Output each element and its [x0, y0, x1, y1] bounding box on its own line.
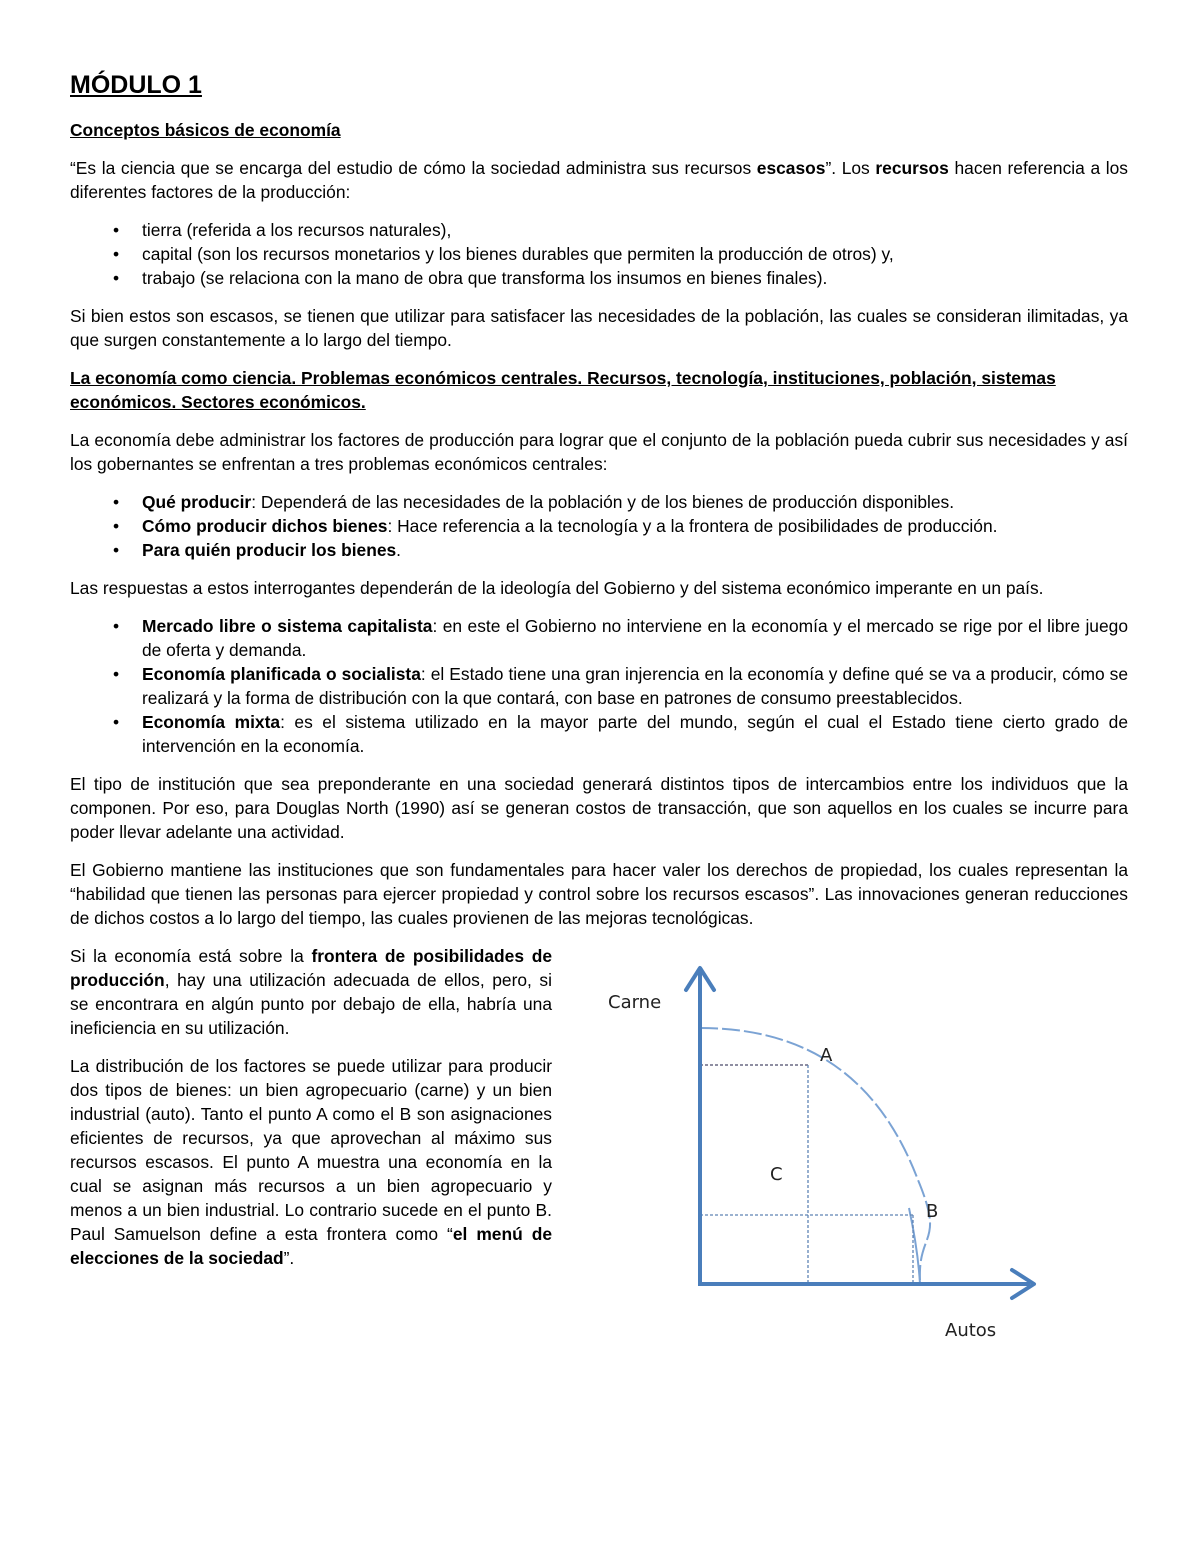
- section-title-economy-science: La economía como ciencia. Problemas económicos centrales. Recursos, tecnología, instituciones, población, sistemas económicos. Sectores económicos.: [70, 368, 1056, 412]
- problem-term: Qué producir: [142, 492, 252, 512]
- distribution-bold: el menú de elecciones de la sociedad: [70, 1224, 553, 1268]
- bullet-icon: •: [112, 712, 120, 732]
- frontier-section: [70, 944, 1128, 1374]
- list-item: [70, 614, 1128, 662]
- problems-list: [70, 490, 1128, 562]
- list-item: [70, 490, 1128, 514]
- frontier-bold: frontera de posibilidades de producción: [70, 946, 552, 990]
- intro-bold-recursos: recursos: [875, 158, 949, 178]
- module-title: MÓDULO 1: [70, 71, 202, 99]
- list-item: [70, 538, 1128, 562]
- bullet-icon: •: [112, 540, 120, 560]
- frontier-text-1: Si la economía está sobre la: [70, 946, 312, 966]
- system-text: : el Estado tiene una gran injerencia en la economía y define qué se va a producir, cómo se realizará y la forma de distribución con la que contará, con base en patrones de consumo preestablecidos.: [142, 664, 1128, 708]
- y-axis-label: Carne: [608, 992, 662, 1013]
- document-page: [70, 70, 1128, 1374]
- system-text: : es el sistema utilizado en la mayor parte del mundo, según el cual el Estado tiene cierto grado de intervención en la economía.: [142, 712, 1128, 756]
- frontier-text-2: , hay una utilización adecuada de ellos, pero, si se encontrara en algún punto por debajo de ella, habría una ineficiencia en su utilización.: [70, 970, 552, 1038]
- bullet-icon: •: [112, 244, 120, 264]
- distribution-text-2: ”.: [283, 1248, 295, 1268]
- frontier-paragraph: [70, 944, 552, 1040]
- problem-term: Cómo producir dichos bienes: [142, 516, 388, 536]
- bullet-icon: •: [112, 492, 120, 512]
- list-item: [70, 710, 1128, 758]
- bullet-icon: •: [112, 664, 120, 684]
- problem-term: Para quién producir los bienes: [142, 540, 397, 560]
- point-a-label: A: [820, 1045, 833, 1066]
- frontier-text-column: [70, 944, 552, 1284]
- system-term: Mercado libre o sistema capitalista: [142, 616, 433, 636]
- intro-paragraph: [70, 156, 1128, 204]
- frontier-curve: [700, 1028, 930, 1280]
- scarcity-paragraph: Si bien estos son escasos, se tienen que utilizar para satisfacer las necesidades de la población, las cuales se consideran ilimitadas, ya que surgen constantemente a lo largo del tiempo.: [70, 306, 1128, 350]
- list-item: [70, 266, 1128, 290]
- problem-text: : Hace referencia a la tecnología y a la frontera de posibilidades de producción.: [387, 516, 998, 536]
- intro-text-3: hacen referencia a los diferentes factores de la producción:: [70, 158, 1128, 202]
- intro-text-2: ”. Los: [825, 158, 876, 178]
- distribution-paragraph: [70, 1054, 552, 1270]
- list-item: [70, 242, 1128, 266]
- factor-text: capital (son los recursos monetarios y los bienes durables que permiten la producción de otros) y,: [142, 244, 894, 264]
- system-term: Economía mixta: [142, 712, 281, 732]
- ppf-svg: [590, 950, 1090, 1370]
- institution-paragraph: El tipo de institución que sea preponderante en una sociedad generará distintos tipos de intercambios entre los individuos que la componen. Por eso, para Douglas North (1990) así se generan costos de transacción, que son aquellos en los cuales se incurre para poder llevar adelante una actividad.: [70, 774, 1128, 842]
- system-term: Economía planificada o socialista: [142, 664, 421, 684]
- x-axis-label: Autos: [945, 1320, 997, 1341]
- ppf-diagram: [590, 950, 1090, 1380]
- factor-text: tierra (referida a los recursos naturales),: [142, 220, 452, 240]
- point-b-label: B: [926, 1201, 939, 1222]
- point-c-label: C: [770, 1164, 783, 1185]
- government-paragraph: El Gobierno mantiene las instituciones que son fundamentales para hacer valer los derechos de propiedad, los cuales representan la “habilidad que tienen las personas para ejercer propiedad y control sobre los recursos escasos”. Las innovaciones generan reducciones de dichos costos a lo largo del tiempo, las cuales provienen de las mejoras tecnológicas.: [70, 860, 1128, 928]
- answers-paragraph: Las respuestas a estos interrogantes dependerán de la ideología del Gobierno y del sistema económico imperante en un país.: [70, 578, 1044, 598]
- problem-text: .: [396, 540, 402, 560]
- list-item: [70, 218, 1128, 242]
- list-item: [70, 662, 1128, 710]
- factor-text: trabajo (se relaciona con la mano de obra que transforma los insumos en bienes finales).: [142, 268, 828, 288]
- bullet-icon: •: [112, 268, 120, 288]
- bullet-icon: •: [112, 616, 120, 636]
- admin-paragraph: La economía debe administrar los factores de producción para lograr que el conjunto de la población pueda cubrir sus necesidades y así los gobernantes se enfrentan a tres problemas económicos centrales:: [70, 430, 1128, 474]
- system-text: : en este el Gobierno no interviene en la economía y el mercado se rige por el libre juego de oferta y demanda.: [142, 616, 1128, 660]
- problem-text: : Dependerá de las necesidades de la población y de los bienes de producción disponibles.: [251, 492, 955, 512]
- subtitle-basic-concepts: Conceptos básicos de economía: [70, 120, 341, 140]
- systems-list: [70, 614, 1128, 758]
- intro-bold-escasos: escasos: [756, 158, 826, 178]
- intro-text-1: “Es la ciencia que se encarga del estudio de cómo la sociedad administra sus recursos: [70, 158, 757, 178]
- distribution-text-1: La distribución de los factores se puede utilizar para producir dos tipos de bienes: un bien agropecuario (carne) y un bien industrial (auto). Tanto el punto A como el B son asignaciones eficientes de recursos, ya que aprovechan al máximo sus recursos escasos. El punto A muestra una economía en la cual se asignan más recursos a un bien agropecuario y menos a un bien industrial. Lo contrario sucede en el punto B. Paul Samuelson define a esta frontera como “: [70, 1056, 552, 1244]
- frontier-curve-tail: [909, 1208, 920, 1284]
- list-item: [70, 514, 1128, 538]
- bullet-icon: •: [112, 516, 120, 536]
- bullet-icon: •: [112, 220, 120, 240]
- factors-list: [70, 218, 1128, 290]
